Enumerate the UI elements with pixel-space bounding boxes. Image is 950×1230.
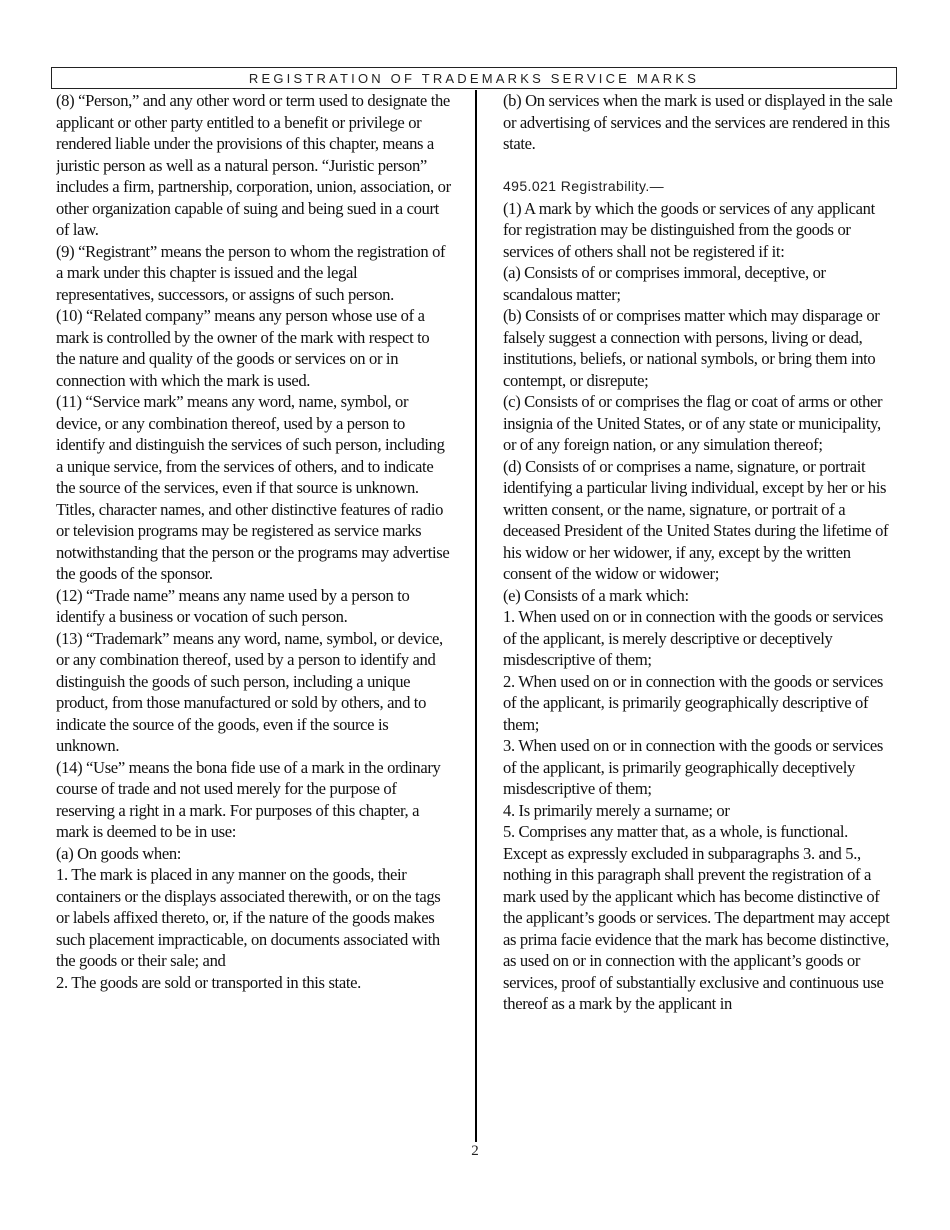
definition-related-company: (10) “Related company” means any person whose use of a mark is controlled by the owner of the mark with respect to the nature and quality of the goods or services on or in connection with which the mark is used. [56,306,430,390]
running-header-title: REGISTRATION OF TRADEMARKS SERVICE MARKS [248,70,700,86]
registrability-item-c: (c) Consists of or comprises the flag or coat of arms or other insignia of the United States, or of any state or municipality, or of any foreign nation, or any simulation thereof; [503,392,883,454]
paragraph-gap [503,155,895,177]
left-column [56,90,452,1145]
registrability-item-e-5: 5. Comprises any matter that, as a whole, is functional. [503,822,848,841]
use-on-goods-item-1: 1. The mark is placed in any manner on the goods, their containers or the displays associated therewith, or on the tags or labels affixed thereto, or, if the nature of the goods makes such placement impracticable, on documents associated with the goods or their sale; and [56,865,441,970]
page-number: 2 [471,1143,479,1159]
registrability-item-d: (d) Consists of or comprises a name, signature, or portrait identifying a particular living individual, except by her or his written consent, or the name, signature, or portrait of a deceased President of the United States during the lifetime of his widow or her widower, if any, except by the written consent of the widow or widower; [503,456,889,583]
registrability-item-e-1: 1. When used on or in connection with the goods or services of the applicant, is merely descriptive or deceptively misdescriptive of them; [503,607,883,669]
registrability-item-e: (e) Consists of a mark which: [503,585,689,605]
running-header [51,67,897,89]
registrability-exception: Except as expressly excluded in subparagraphs 3. and 5., nothing in this paragraph shall prevent the registration of a mark used by the applicant which has become distinctive of the applicant’s goods or services. The department may accept as prima facie evidence that the mark has become distinctive, as used on or in connection with the applicant’s goods or services, proof of substantially exclusive and continuous use thereof as a mark by the applicant in [503,843,890,1013]
definition-use: (14) “Use” means the bona fide use of a mark in the ordinary course of trade and not used merely for the purpose of reserving a right in a mark. For purposes of this chapter, a mark is deemed to be in use: [56,757,441,841]
definition-service-mark: (11) “Service mark” means any word, name, symbol, or device, or any combination thereof, used by a person to identify and distinguish the services of such person, including a unique service, from the services of others, and to indicate the source of the services, even if that source is unknown. Titles, character names, and other distinctive features of radio or television programs may be registered as service marks notwithstanding that the person or the programs may advertise the goods of the sponsor. [56,392,450,583]
registrability-item-e-2: 2. When used on or in connection with the goods or services of the applicant, is primarily geographically descriptive of them; [503,671,883,734]
use-on-goods: (a) On goods when: [56,843,182,863]
registrability-item-e-3: 3. When used on or in connection with the goods or services of the applicant, is primarily geographically deceptively misdescriptive of them; [503,736,883,798]
registrability-item-a: (a) Consists of or comprises immoral, deceptive, or scandalous matter; [503,263,826,304]
definition-registrant: (9) “Registrant” means the person to whom the registration of a mark under this chapter is issued and the legal representatives, successors, or assigns of such person. [56,241,446,304]
definition-trademark: (13) “Trademark” means any word, name, symbol, or device, or any combination thereof, used by a person to identify and distinguish the goods of such person, including a unique product, from those manufactured or sold by others, and to indicate the source of the goods, even if the source is unknown. [56,628,443,755]
use-on-goods-item-2: 2. The goods are sold or transported in this state. [56,972,361,992]
column-divider [475,90,477,1142]
use-on-services: (b) On services when the mark is used or displayed in the sale or advertising of services and the services are rendered in this state. [503,91,893,153]
section-heading-registrability: 495.021 Registrability.— [503,178,665,194]
registrability-item-e-4: 4. Is primarily merely a surname; or [503,800,730,820]
registrability-item-b: (b) Consists of or comprises matter which may disparage or falsely suggest a connection with persons, living or dead, institutions, beliefs, or national symbols, or bring them into contempt, or disrepute; [503,306,880,390]
definition-trade-name: (12) “Trade name” means any name used by a person to identify a business or vocation of such person. [56,585,410,626]
registrability-intro: (1) A mark by which the goods or services of any applicant for registration may be distinguished from the goods or services of others shall not be registered if it: [503,198,875,261]
right-column [503,90,895,1145]
definition-person: (8) “Person,” and any other word or term used to designate the applicant or other party entitled to a benefit or privilege or rendered liable under the provisions of this chapter, means a juristic person as well as a natural person. “Juristic person” includes a firm, partnership, corporation, union, association, or other organization capable of suing and being sued in a court of law. [56,91,451,239]
